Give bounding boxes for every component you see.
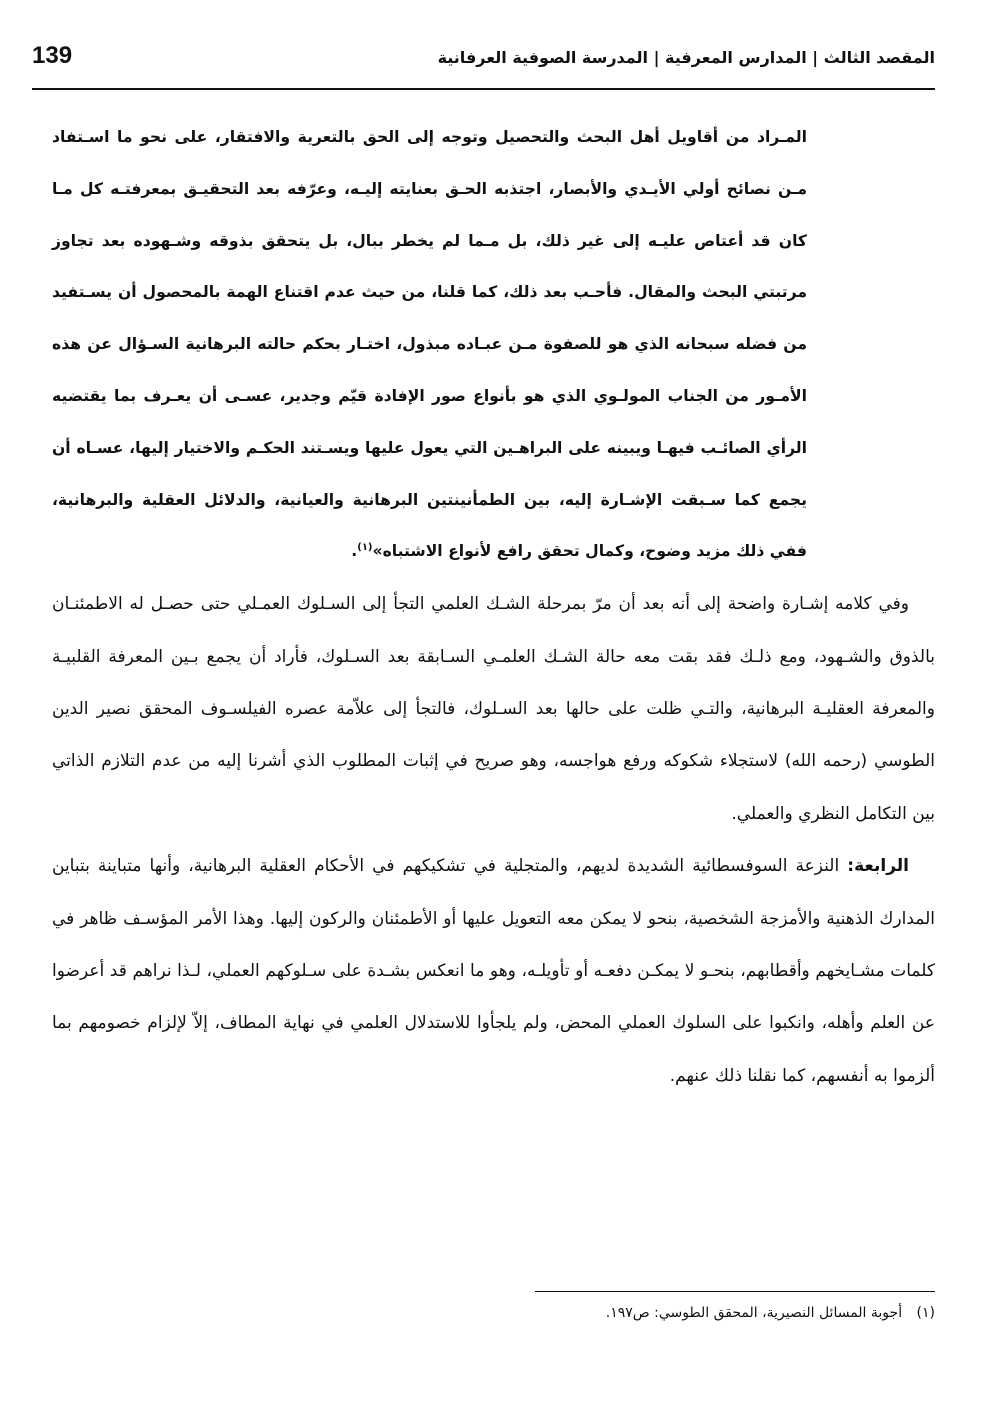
footnote-divider [535, 1291, 935, 1292]
footnote [606, 1305, 935, 1321]
footnote-text: أجوبة المسائل النصيرية، المحقق الطوسي: ص١٩٧. [605, 1305, 903, 1321]
running-head: المقصد الثالث | المدارس المعرفية | المدرسة الصوفية العرفانية [437, 48, 935, 67]
block-quote: المـراد من أقاويل أهل البحث والتحصيل وتوجه إلى الحق بالتعرية والافتقار، على نحو ما اسـتفاد مـن نصائح أولي الأيـدي والأبصار، اجتذبه الحـق بعنايته إليـه، وعرّفه بعد التحقيـق بمعرفتـه كل مـا كان قد أعتاص عليـه إلى غير ذلك، بل مـما لم يخطر ببال، بل يتحقق بذوقه وشـهوده بعد تجاوز مرتبتي البحث والمقال. فأحـب بعد ذلك، كما قلنا، من حيث عدم اقتناع الهمة بالمحصول أن يسـتفيد من فضله سبحانه الذي هو للصفوة مـن عبـاده مبذول، اختـار بحكم حالته البرهانية السـؤال عن هذه الأمـور من الجناب المولـوي الذي هو بأنواع صور الإفادة قيّم وجدير، عسـى أن يعـرف بما يقتضيه الرأي الصائـب فيهـا ويبينه على البراهـين التي يعول عليها ويسـتند الحكـم والاختيار إليها، عسـاه أن يجمع كما سـبقت الإشـارة إليه، بين الطمأنينتين البرهانية والعيانية، والدلائل العقلية والبرهانية، ففي ذلك مزيد وضوح، وكمال تحقق رافع لأنواع الاشتباه»$^{(١)}$. [52, 128, 807, 561]
footnote-reference: (١) [357, 542, 373, 554]
paragraph-2-text: النزعة السوفسطائية الشديدة لديهم، والمتجلية في تشكيكهم في الأحكام العقلية البرهانية، وأنها متباينة بتباين المدارك الذهنية والأمزجة الشخصية، بنحو لا يمكن معه التعويل عليها أو الأطمئنان والركون إليها. وهذا الأمر المؤسـف ظاهر في كلمات مشـايخهم وأقطابهم، بنحـو لا يمكـن دفعـه أو تأويلـه، وهو ما انعكس بشـدة على سـلوكهم العملي، لـذا نراهم قد أعرضوا عن العلم وأهله، وانكبوا على السلوك العملي المحض، ولم يلجأوا للاستدلال العلمي في نهاية المطاف، إلاّ لإلزام خصومهم بما ألزموا به أنفسهم، كما نقلنا ذلك عنهم. [52, 856, 935, 1086]
paragraph-2 [52, 840, 935, 1102]
footnote-number: (١) [916, 1305, 935, 1321]
paragraph-1: وفي كلامه إشـارة واضحة إلى أنه بعد أن مرّ بمرحلة الشـك العلمي التجأ إلى السـلوك العمـلي حتى حصـل له الاطمئنـان بالذوق والشـهود، ومع ذلـك فقد بقت معه حالة الشـك العلمـي السـابقة بعد السـلوك، فأراد أن يجمع بـين المعرفة القلبيـة والمعرفة العقليـة البرهانية، والتـي ظلت على حالها بعد السـلوك، فالتجأ إلى علاّمة عصره الفيلسـوف المحقق نصير الدين الطوسي (رحمه الله) لاستجلاء شكوكه ورفع هواجسه، وهو صريح في إثبات المطلوب الذي أشرنا إليه من عدم التلازم الذاتي بين التكامل النظري والعملي. [52, 594, 935, 824]
page-number: 139 [32, 42, 73, 69]
block-quote-text: المـراد من أقاويل أهل البحث والتحصيل وتوجه إلى الحق بالتعرية والافتقار، على نحو ما اسـتفاد مـن نصائح أولي الأيـدي والأبصار، اجتذبه الحـق بعنايته إليـه، وعرّفه بعد التحقيـق بمعرفتـه كل مـا كان قد أعتاص عليـه إلى غير ذلك، بل مـما لم يخطر ببال، بل يتحقق بذوقه وشـهوده بعد تجاوز مرتبتي البحث والمقال. فأحـب بعد ذلك، كما قلنا، من حيث عدم اقتناع الهمة بالمحصول أن يسـتفيد من فضله سبحانه الذي هو للصفوة مـن عبـاده مبذول، اختـار بحكم حالته البرهانية السـؤال عن هذه الأمـور من الجناب المولـوي الذي هو بأنواع صور الإفادة قيّم وجدير، عسـى أن يعـرف بما يقتضيه الرأي الصائـب فيهـا ويبينه على البراهـين التي يعول عليها ويسـتند الحكـم والاختيار إليها، عسـاه أن يجمع كما سـبقت الإشـارة إليه، بين الطمأنينتين البرهانية والعيانية، والدلائل العقلية والبرهانية، ففي ذلك مزيد وضوح، وكمال تحقق رافع لأنواع الاشتباه» [52, 128, 807, 561]
main-text [52, 112, 935, 1102]
page-header [32, 38, 935, 90]
section-label: الرابعة: [847, 856, 909, 877]
